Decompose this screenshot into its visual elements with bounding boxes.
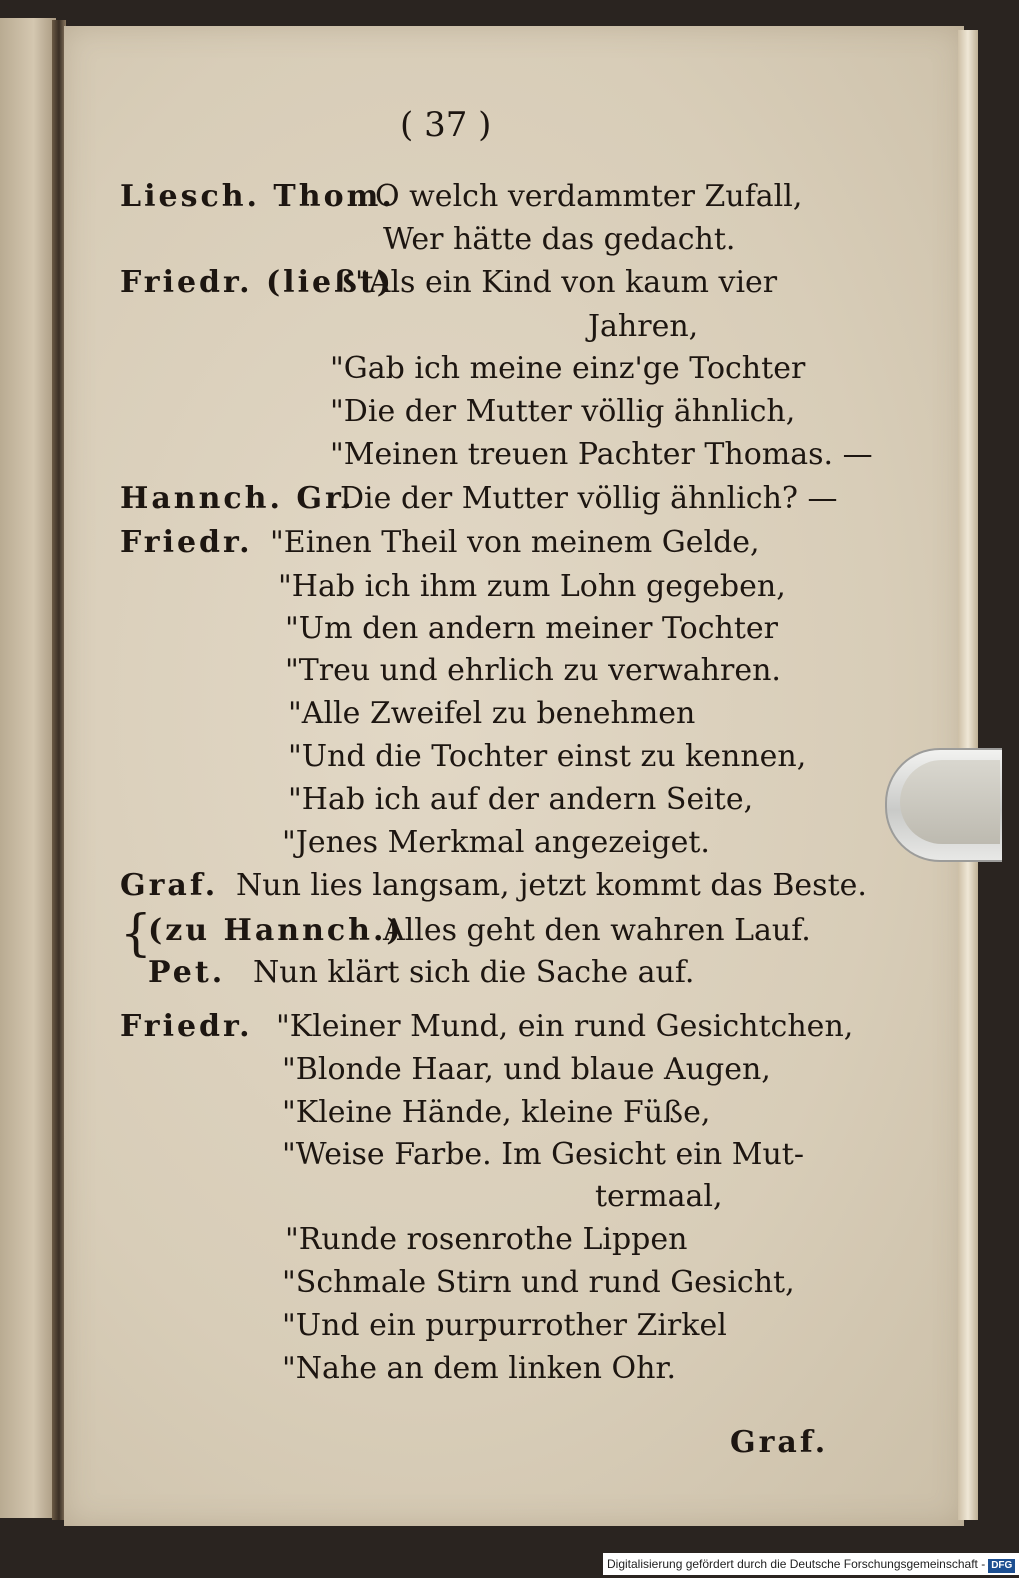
left-page-edge (0, 18, 56, 1518)
verse-line: "Nahe an dem linken Ohr. (282, 1351, 677, 1386)
speaker-label: Friedr. (120, 525, 253, 560)
verse-line: Nun lies langsam, jetzt kommt das Beste. (236, 868, 867, 903)
footer-text: Digitalisierung gefördert durch die Deutsche Forschungsgemeinschaft - (607, 1557, 986, 1571)
verse-line: "Hab ich auf der andern Seite, (288, 782, 754, 817)
speaker-label: Graf. (120, 868, 219, 903)
verse-line: "Alle Zweifel zu benehmen (288, 696, 696, 731)
verse-line: "Blonde Haar, und blaue Augen, (282, 1052, 771, 1087)
verse-line: "Meinen treuen Pachter Thomas. — (330, 437, 873, 472)
verse-line: "Hab ich ihm zum Lohn gegeben, (278, 569, 786, 604)
speaker-label: (zu Hannch.) (148, 913, 404, 948)
footer-banner (603, 1553, 1019, 1575)
verse-line: O welch verdammter Zufall, (375, 179, 803, 214)
speaker-label: Liesch. Thom. (120, 179, 395, 214)
verse-line: Nun klärt sich die Sache auf. (253, 955, 695, 990)
verse-line: "Kleiner Mund, ein rund Gesichtchen, (276, 1009, 854, 1044)
dfg-logo: DFG (988, 1559, 1015, 1573)
catchword: Graf. (730, 1425, 829, 1460)
verse-line: "Weise Farbe. Im Gesicht ein Mut- (282, 1137, 804, 1172)
verse-line: Alles geht den wahren Lauf. (383, 913, 811, 948)
speaker-label: Pet. (148, 955, 226, 990)
speaker-label: Friedr. (ließt) (120, 265, 394, 300)
verse-line: "Einen Theil von meinem Gelde, (270, 525, 760, 560)
speaker-label: Hannch. Gr. (120, 481, 355, 516)
verse-line: "Um den andern meiner Tochter (285, 611, 779, 646)
verse-line: Wer hätte das gedacht. (383, 222, 736, 257)
verse-line: "Kleine Hände, kleine Füße, (282, 1095, 711, 1130)
verse-line: "Als ein Kind von kaum vier (355, 265, 778, 300)
verse-line: "Treu und ehrlich zu verwahren. (285, 653, 781, 688)
book-clip-inner (900, 760, 1000, 844)
verse-line: "Und ein purpurrother Zirkel (282, 1308, 727, 1343)
verse-line: "Gab ich meine einz'ge Tochter (330, 351, 806, 386)
page-number: ( 37 ) (400, 105, 492, 145)
brace-icon: { (120, 904, 152, 962)
verse-line: "Und die Tochter einst zu kennen, (288, 739, 807, 774)
verse-line: Jahren, (588, 309, 699, 344)
verse-line: Die der Mutter völlig ähnlich? — (340, 481, 838, 516)
speaker-label: Friedr. (120, 1009, 253, 1044)
verse-line: "Die der Mutter völlig ähnlich, (330, 394, 796, 429)
verse-line: termaal, (595, 1179, 723, 1214)
verse-line: "Jenes Merkmal angezeiget. (282, 825, 710, 860)
verse-line: "Runde rosenrothe Lippen (285, 1222, 688, 1257)
verse-line: "Schmale Stirn und rund Gesicht, (282, 1265, 795, 1300)
